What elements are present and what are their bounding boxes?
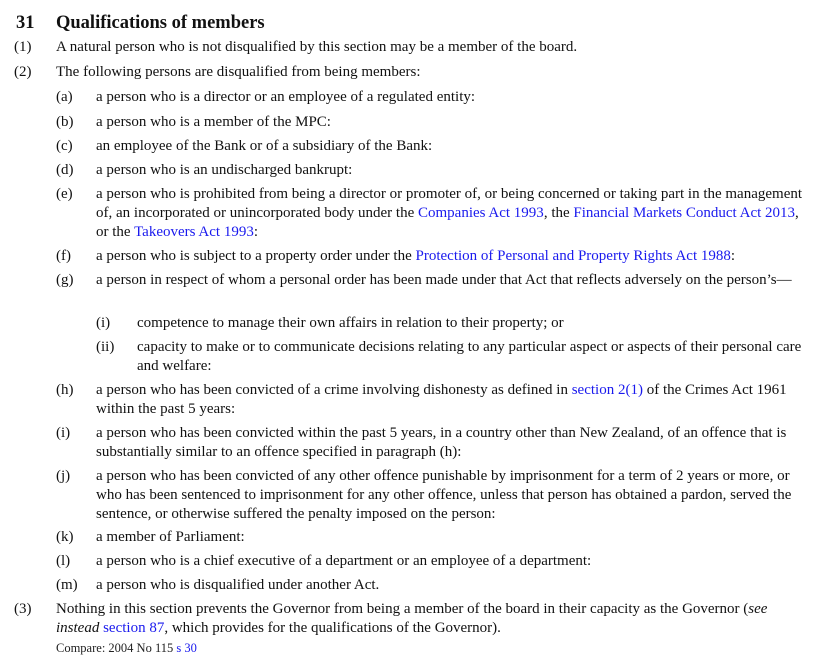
- text-run: Nothing in this section prevents the Governor from being a member of the board in their capacity as the Governor (: [56, 601, 749, 617]
- paragraph-text: a person in respect of whom a personal order has been made under that Act that reflects adversely on the person’s—: [96, 272, 792, 288]
- paragraph-text: a person who is a director or an employee of a regulated entity:: [96, 89, 476, 105]
- paragraph-text: a person who has been convicted within the past 5 years, in a country other than New Zealand, of an offence that is substantially similar to an offence specified in paragraph (h):: [96, 425, 787, 460]
- paragraph-text: [96, 185, 810, 242]
- text-run: , or the: [96, 205, 799, 240]
- section-87-link[interactable]: section 87: [103, 620, 165, 636]
- text-run: :: [253, 224, 258, 240]
- paragraph-label: (j): [56, 468, 71, 484]
- text-run: a person who has been convicted of a crime involving dishonesty as defined in: [96, 382, 572, 398]
- paragraph-text: a person who is a chief executive of a department or an employee of a department:: [96, 553, 592, 569]
- subparagraph-text: capacity to make or to communicate decisions relating to any particular aspect or aspects of their personal care and welfare:: [137, 339, 802, 374]
- paragraph-text: [96, 381, 810, 419]
- compare-s30-link[interactable]: s 30: [176, 641, 197, 655]
- text-run: a person who is subject to a property order under the: [96, 248, 416, 264]
- text-run: , which provides for the qualifications of the Governor).: [164, 620, 501, 636]
- text-run: of the Crimes Act 1961 within the past 5 years:: [96, 382, 787, 417]
- paragraph-text: a person who has been convicted of any other offence punishable by imprisonment for a term of 2 years or more, or who has been sentenced to imprisonment for any other offence, unless that person has obtained a pardon, served the sentence, or otherwise suffered the penalty imposed on the person:: [96, 468, 792, 522]
- compare-text: Compare: 2004 No 115: [56, 641, 177, 655]
- section-2-1-link[interactable]: section 2(1): [571, 382, 643, 398]
- subsection-label: (3): [14, 601, 32, 617]
- subparagraph-label: (ii): [96, 339, 115, 355]
- text-run: , the: [543, 205, 574, 221]
- see-instead-emphasis: see instead: [56, 601, 768, 636]
- paragraph-text: a person who is an undischarged bankrupt:: [96, 162, 353, 178]
- text-run: :: [730, 248, 736, 264]
- pppr-act-link[interactable]: Protection of Personal and Property Rights Act 1988: [415, 248, 731, 264]
- paragraph-label: (k): [56, 529, 74, 545]
- subsection-label: (1): [14, 39, 32, 55]
- paragraph-label: (f): [56, 248, 71, 264]
- paragraph-label: (h): [56, 382, 74, 398]
- financial-markets-act-link[interactable]: Financial Markets Conduct Act 2013: [573, 205, 796, 221]
- paragraph-label: (d): [56, 162, 74, 178]
- paragraph-label: (i): [56, 425, 71, 441]
- section-title: Qualifications of members: [56, 13, 265, 33]
- paragraph-label: (c): [56, 138, 73, 154]
- companies-act-link[interactable]: Companies Act 1993: [417, 205, 544, 221]
- subsection-text: A natural person who is not disqualified by this section may be a member of the board.: [56, 39, 578, 55]
- paragraph-label: (e): [56, 186, 73, 202]
- paragraph-label: (b): [56, 114, 74, 130]
- compare-note: [56, 640, 197, 656]
- paragraph-text: [96, 247, 810, 266]
- paragraph-text: a person who is a member of the MPC:: [96, 114, 331, 130]
- subsection-text: The following persons are disqualified from being members:: [56, 64, 421, 80]
- paragraph-label: (g): [56, 272, 74, 288]
- paragraph-label: (l): [56, 553, 71, 569]
- paragraph-text: a person who is disqualified under another Act.: [96, 577, 380, 593]
- paragraph-text: an employee of the Bank or of a subsidiary of the Bank:: [96, 138, 433, 154]
- text-run: a person who is prohibited from being a director or promoter of, or being concerned or taking part in the management of, an incorporated or unincorporated body under the: [96, 186, 803, 221]
- subparagraph-text: competence to manage their own affairs in relation to their property; or: [137, 315, 564, 331]
- subparagraph-label: (i): [96, 315, 111, 331]
- paragraph-label: (m): [56, 577, 78, 593]
- subsection-text: [56, 600, 812, 638]
- subsection-label: (2): [14, 64, 32, 80]
- paragraph-text: a member of Parliament:: [96, 529, 245, 545]
- paragraph-label: (a): [56, 89, 73, 105]
- section-number: 31: [16, 13, 35, 33]
- takeovers-act-link[interactable]: Takeovers Act 1993: [134, 224, 254, 240]
